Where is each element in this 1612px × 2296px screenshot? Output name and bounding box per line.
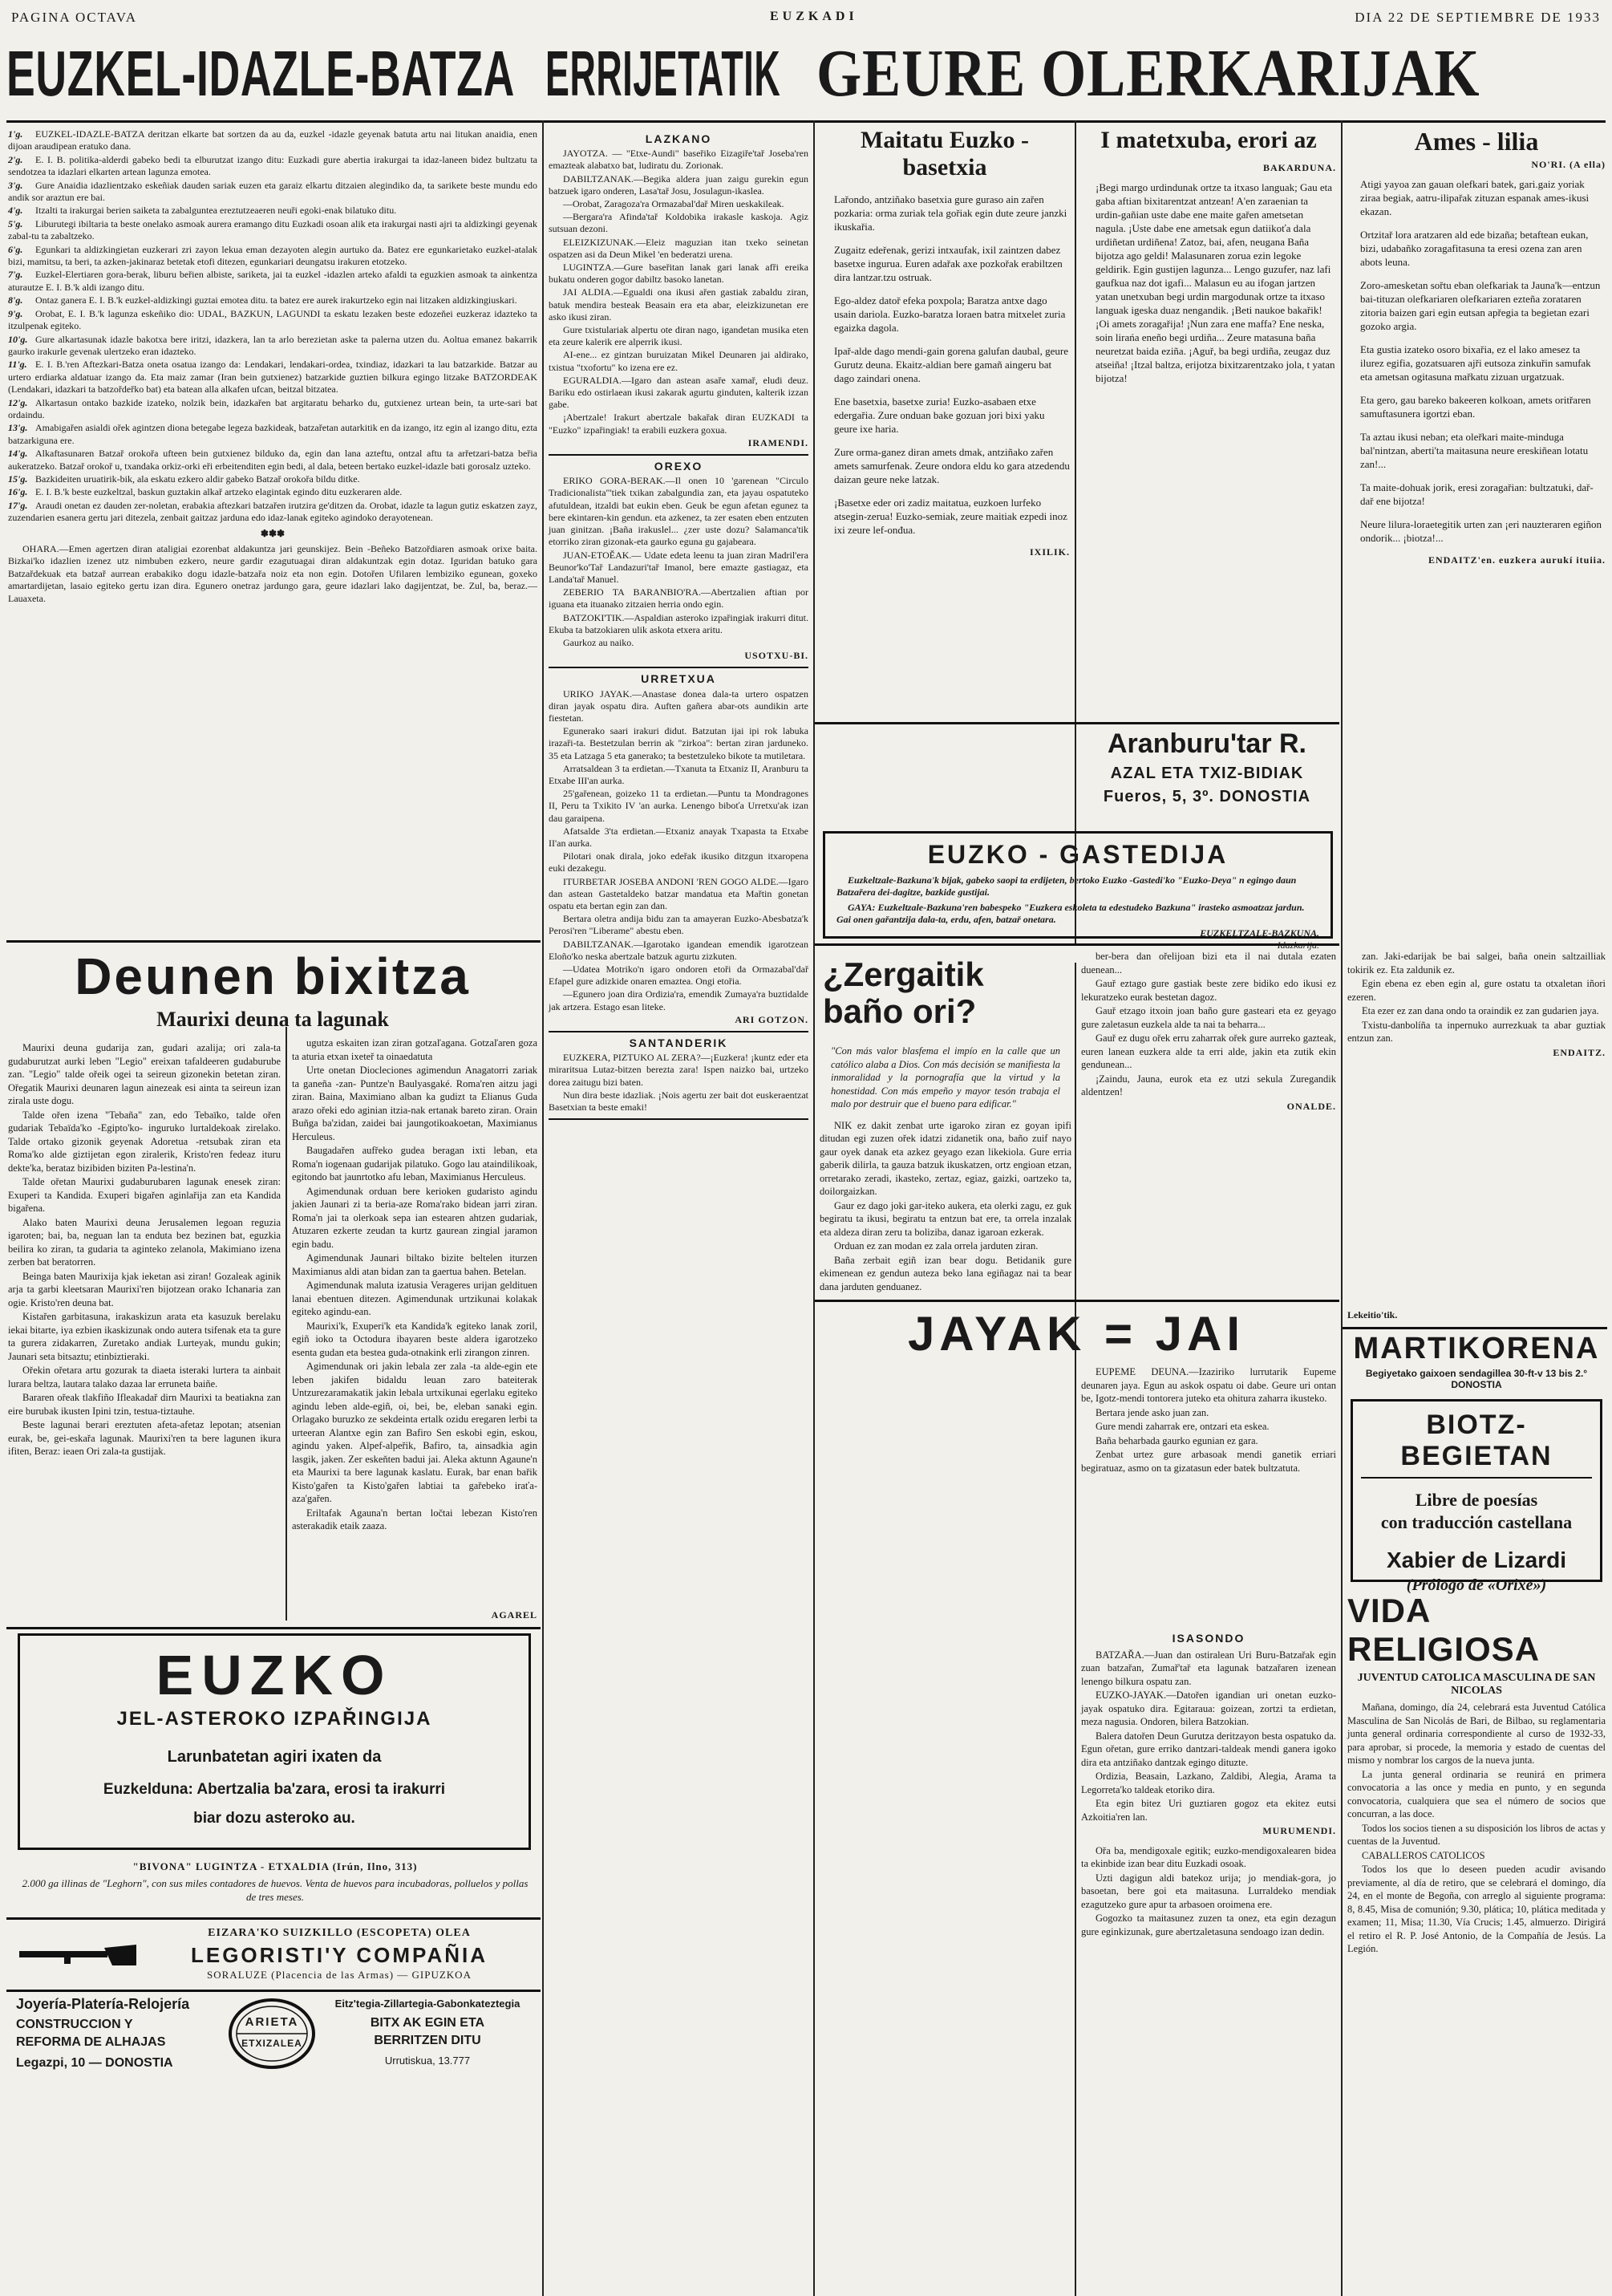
poem-stanza: Zugaitz edeřenak, gerizi intxaufak, ixil zaintzen dabez basetxe ingurua. Euren adařak axe pozkořak erabiltzen dira lantzar.tzu ostruak.: [834, 244, 1063, 283]
masthead: [0, 0, 1612, 29]
village-section-title: OREXO: [654, 460, 703, 473]
village-news-paragraph: ZEBERIO TA BARANBIO'RA.—Abertzalien aftian por iguana eta ituanako zitzaien herria ondo egin.: [549, 586, 808, 611]
headline-errijetatik: ERRIJETATIK: [545, 38, 781, 109]
section-divider: [549, 667, 808, 668]
deunen-paragraph: Talde ořetan Maurixi gudaburubaren lagunak enesek ziran: Exuperi ta Kandida. Exuperi bigařen aginlařija zan eta Kandida bigařena.: [8, 1176, 281, 1214]
village-news-paragraph: EGURALDIA.—Igaro dan astean asaře xamař, eludi deuz. Bariku edo ostirlaean ikusi zakarak agurtu ginduten, kalterik izzan gabe.: [549, 374, 808, 411]
village-news-paragraph: DABILTZANAK.—Igarotako igandean emendik igarotzean Eloño'ko neska abertzale batzuk agurtu zizkuten.: [549, 938, 808, 962]
bottom-paragraph: Gogozko ta maitasunez zuzen ta onez, eta egin dezagun gure eginkizunak, gure abertzaletasuna sendoago izan dedin.: [1081, 1913, 1336, 1937]
item-number: 7'g.: [8, 269, 23, 281]
jayak-paragraph: Baña beharbada gaurko egunian ez gara.: [1096, 1434, 1258, 1446]
item-number: 8'g.: [8, 294, 23, 306]
deunen-paragraph: Talde ořen izena "Tebaña" zan, edo Tebaïko, talde ořen gudariak Tebaïda'ko -Egipto'ko- inguruko lurtaldekoak zirelako. Talde ortako gizonik geyenak Adoretua -retsubak ziran eta Roma'ko alde giztijetan egon ziralerik, Kristo'ren fedeaz ituru dekte'ka, berataz bizibiden biziten Pa-lestina'n.: [8, 1109, 281, 1174]
lekeitio-sig: Lekeitio'tik.: [1347, 1309, 1398, 1320]
village-section-title: ISASONDO: [1172, 1632, 1245, 1645]
item-text: EUZKEL-IDAZLE-BATZA deritzan elkarte bat sortzen da au da, euzkel -idazle geyenak batuta artu nai litukan anaidia, enen dijoan araudipean eratuko dana.: [8, 128, 537, 152]
village-news-paragraph: AI-ene... ez gintzan buruizatan Mikel Deunaren jai aldirako, txistua "txofortu" ko izena ere ez.: [549, 349, 808, 373]
item-text: Euzkel-Elertiaren gora-berak, liburu beřien albiste, sariketa, jai ta euzkel -idazlen arteko afaldi ta eguzkien asmoak ta ainkentza aturautze E. I. B.'k aldi izango ditu.: [8, 269, 537, 293]
rifle-icon: [16, 1933, 136, 1977]
village-news-paragraph: Nun dira beste idazliak. ¡Nois agertu zer bait dot euskeraentzat Basetxian ta beste emaki!: [549, 1089, 808, 1114]
poem-maitatu: Maitatu Euzko -basetxia Lařondo, antziñako basetxia gure guraso ain zařen pozkaria: orma zuriak tela gořiak egin dute zeure janzki ikuskařia. Zugaitz edeřenak, gerizi intxaufak, ixil zaintzen dabez basetxe ingurua. Euren adařak axe pozkořak erabiltzen dira lantzar.tzu ostruak. Ego-aldez datoř efeka poxpola; Baratza antxe dago usain dariola. Euzko-baratza loraen batra mitxelet zuria egaizka dagola. Ipař-alde dago mendi-gain gorena galufan daubal, geure Gurutz deuna. Ekaitz-aldian bere gamañ aingeru bat dago zaindari onena. Ene basetxia, basetxe zuria! Euzko-asabaen etxe edergařia. Zure onduan bake gozuan jori bixi yaku geure ixe haria. Zure orma-ganez diran amets dmak, antziñako zařen amets samurfenak. Zeure ondora eldu ko gara atzedendu daizan geure neke latzak. ¡Basetxe eder ori zadiz maitatua, euzkoen lurfeko atsegin-zerua! Euzko-semiak, zeure maitiak ezpedi inoz ixi zeure lef-onđua. IXILIK.: [834, 127, 1070, 558]
bivona-rule: [6, 1917, 541, 1920]
item-text: Gure alkartasunak idazle bakotxa bere iritzi, idazkera, lan ta arlo berezietan aske ta palerna utzen du. Aoltua emanez bakarrik gaurko irakurle gevenak ulertzeko eran idazteko.: [8, 333, 537, 357]
deunen-paragraph: Maurixi deuna gudarija zan, gudari azalija; ori zala-ta gudaburutzat aurki leben "Legio" ereixan tafaldeeren gudaburube zan. "Legio" talde ořeik ogei ta seireun gizonekin betetan ziran. Ořegatik Maurixi deunaren lagun ainezeak esi ainta ta seireun izan zirala uste dogu.: [8, 1042, 281, 1106]
batza-article: [8, 128, 537, 939]
village-section-signature: MURUMENDI.: [1262, 1825, 1336, 1836]
village-news-paragraph: EUZKO-JAYAK.—Datořen igandian uri onetan euzko-jayak ospatuko dira. Egitaraua: goizean, zortzi ta erdietan, meza nagusia. Ondoren, bilera Batzokian.: [1081, 1690, 1336, 1727]
arieta-ad: Eitz'tegia-Zillartegia-Gabonkateztegia BITX AK EGIN ETA BERRITZEN DITU Urrutiskua, 13.777: [334, 1998, 520, 2067]
item-text: Liburutegi ibiltaria ta beste onelako asmoak aurera eramango ditu Euzkadi osoan alik eta irakurgai nasti ajri ta aldizkingi geyenak zabal-tu ta zabaltzeko.: [8, 217, 537, 242]
section-divider: [549, 1031, 808, 1032]
eizarako-ad: EIZARA'KO SUIZKILLO (ESCOPETA) OLEA LEGORISTI'Y COMPAÑIA SORALUZE (Placencia de las Armas) — GIPUZKOA: [16, 1924, 534, 1985]
batza-item: [8, 397, 537, 422]
village-news-paragraph: —Orobat, Zaragoza'ra Ormazabal'dař Miren ueskakileak.: [563, 198, 784, 210]
village-news-paragraph: JAI ALDIA.—Egualdi ona ikusi ařen gastiak zabaldu ziran, batuk mendira besteak Beasain era eta abar, eleizkizunetan ere asko ikusi ziran.: [549, 286, 808, 322]
euzko-ad: EUZKO JEL-ASTEROKO IZPAŘINGIJA Larunbatetan agiri ixaten da Euzkelduna: Abertzalia ba'zara, erosi ta irakurri biar dozu asteroko au.: [18, 1633, 531, 1850]
item-text: Itzalti ta irakurgai berien saiketa ta zabalguntea ereztutzeaeren neuři egoki-enak bilatuko ditu.: [35, 205, 397, 217]
column-rule-7: [286, 1027, 287, 1621]
deunen-paragraph: Bararen ořeak tlakfiño Ifleakadař dirn Maurixi ta beatiakna zan eire burubak ikusten Ipini tzin, testua-tiztauhe.: [8, 1392, 281, 1417]
jayak-title: JAYAK = JAI: [907, 1307, 1245, 1361]
zergaitik-article: ¿Zergaitik baño ori? "Con más valor blasfema el impío en la calle que un católico alaba a Dios. Con más decisión se manifiesta la inmoralidad y la pornografía que la virtud y la honestidad. Con más empeño y mayor tesón trabaja el malo por destruir que el bueno para edificar." NIK ez dakit zenbat urte igaroko ziran ez goyan ipifi ditudan egi zuzen ořek idatzi zidanetik ona, baño zuif nayo gaur oyek danak eta azkez geyago ezan likekiola. Gure erria gaberik dilirla, ta gauza batzuk ikuskatzen, ortz engioan etzan, orretarako zeradi, ikasteko, zertaz, egiaz, gaizki, oartzeko ta, doilorgaizkan. Gaur ez dago joki gar-iteko aukera, eta olerki zagu, ez guk begiratu ta ikusi, begiratu ta entzun bat ere, ta orrela inzalak eta aldeza diran zeru ta boliziba, danaz igaroan ezkerak. Orduan ez zan modan ez zala orrela jarduten ziran. Baña zerbait egiñ izan bear dogu. Betidanik gure ekimenean ez gendun auteza beko lana egiñagaz nai ta bear dana jarduten genduanez.: [820, 955, 1071, 1292]
village-news-paragraph: EUZKERA, PIZTUKO AL ZERA?—¡Euzkera! ¡kuntz eder eta miraritsua Lutaz-bitzen berezta zara! Ispen naizko bai, urtzeko dorea zaitugu bizi baten.: [549, 1052, 808, 1088]
aranburu-rule: [815, 722, 1339, 724]
deunen-col2: [292, 1036, 537, 1608]
zergaitik-paragraph: Gauř etzago itxoin joan baño gure gasteari eta ez geyago gure zaletasun euzkela alde ta nai ta beharra...: [1081, 1005, 1336, 1030]
joyeria-ad: Joyería-Platería-Relojería CONSTRUCCION Y REFORMA DE ALHAJAS Legazpi, 10 — DONOSTIA: [16, 1996, 190, 2070]
batza-item: [8, 473, 537, 485]
village-news-paragraph: —Bergara'ra Afinda'tař Koldobika irakasle kaskoja. Agiz sutsuan dezoni.: [549, 211, 808, 235]
vida-paragraph: Todos los socios tienen a su disposición los libros de actas y cuentas de la Juventud.: [1347, 1822, 1606, 1847]
zergaitik-paragraph: Orduan ez zan modan ez zala orrela jarduten ziran.: [834, 1240, 1039, 1251]
column-rule-1: [542, 120, 544, 963]
item-number: 14'g.: [8, 448, 28, 460]
batza-rule: [6, 940, 541, 943]
jayak-paragraph: Bertara jende asko juan zan.: [1096, 1406, 1209, 1418]
village-news-paragraph: LUGINTZA.—Gure baseřitan lanak gari lanak afři ereika bukatu onderen gogor dabiltz basoko lanetan.: [549, 262, 808, 286]
batza-item: [8, 244, 537, 269]
section-divider: [549, 454, 808, 456]
village-news-paragraph: JAYOTZA. — "Etxe-Aundi" baseřiko Eizagiře'tař Joseba'ren emazteak alabatxo bat, ludiratu du. Zorionak.: [549, 148, 808, 172]
batza-items: [8, 128, 537, 525]
jayak-paragraph: Egin ebena ez eben egin al, gure ostatu ta otxaletan iñori ezeren.: [1347, 978, 1606, 1003]
village-news-paragraph: —Egunero joan dira Ordizia'ra, emendik Zumaya'ra buztidalde jak artzera. Estago esan liteke.: [549, 988, 808, 1012]
village-news-paragraph: Bertara oletra andija bidu zan ta amayeran Euzko-Abesbatza'k Perosi'ren "Liberame" abestu eben.: [549, 913, 808, 937]
village-section-title: URRETXUA: [641, 672, 716, 686]
jayak-col2: zan. Jaki-edarijak be bai salgei, baña onein saltzailliak tokirik ez. Eta zaldunik ez. Egin ebena ez eben egin al, gure ostatu ta otxaletan iñori ezeren. Eta ezer ez zan dana ondo ta oraindik ez zan gudarien jaya. Txistu-danbolíña ta inpernuko aurrezkuak ta abar guztiak entzun zan. ENDAITZ.: [1347, 951, 1606, 1058]
item-number: 13'g.: [8, 422, 28, 434]
bottom-paragraph: Uzti dagigun aldi batekoz urija; jo mendiak-gora, jo basoetan, bere goi eta maitasuna. Lurraldeko mendiak ezagutzeko gure apur ta arbasoen oroimena ere.: [1081, 1872, 1336, 1910]
village-news-paragraph: ERIKO GORA-BERAK.—Il onen 10 'garenean "Circulo Tradicionalista"'tiek txikan zabalgundia zan, eta jayau ospatuteko afutuldean, itzaldi bat eukin eben. Geuk be egun afetan egunez ta bere ekintaren-kin gendun. eta azkenez, ta zer esaten eben entzuten juan ginitzan. ¡Baña irakuslel... ¿zer uste dozu? Salamanca'tik etorriko ziran gizonak-eta gaurko eguna gu gajabeara.: [549, 475, 808, 548]
zergaitik-rule: [815, 1300, 1339, 1302]
deunen-signature: AGAREL: [491, 1609, 537, 1621]
jayak-paragraph: zan. Jaki-edarijak be bai salgei, baña onein saltzailliak tokirik ez. Eta zaldunik ez.: [1347, 951, 1606, 976]
deunen-paragraph: Maurixi'k, Exuperi'k eta Kandida'k egiteko lanak zoril, egiñ ioko ta Octodura ibayaren beste aldera igarotzeko esenta gudan eta bestea guda-otnakink erli zirangon zinren.: [292, 1320, 537, 1358]
batza-item: [8, 205, 537, 217]
item-text: Bazkideiten uruatirik-bik, ala eskatu ezkero aldir gabeko Batzař orokořa bildu ditke.: [35, 473, 360, 485]
batza-item: [8, 128, 537, 153]
poem-stanza: Ene basetxia, basetxe zuria! Euzko-asabaen etxe edergařia. Zure onduan bake gozuan jori bixi yaku geure ixe haria.: [834, 396, 1045, 435]
deunen-col1: [8, 1041, 281, 1619]
jayak-paragraph: Eta ezer ez zan dana ondo ta oraindik ez zan gudarien jaya.: [1362, 1005, 1599, 1016]
deunen-paragraph: Kistařen garbitasuna, irakaskizun arata eta kasuzuk berelaku iekai bitarte, iya ezbien ikaskizunak ondo autera tsifenak eta ta gure ta gurera zidakarren, Zuretako andiak Lurteyak, mundu gukin; Jaunari seta bitsaztu; etinbiztieraki.: [8, 1311, 281, 1362]
batza-item: [8, 308, 537, 333]
deunen-paragraph: Alako baten Maurixi deuna Jerusalemen legoan reguzia igaroten; bai, ba, neguan lan ta enduta bez bezinen bat, eguzkia beilira ko ziran, ta gudaria ta aginteko zelanola, Makimiano izena zerben bat beratorren.: [8, 1216, 281, 1268]
zergaitik-paragraph: Gauř eztago gure gastiak beste zere bidiko edo ikusi ez lekuratzeko eurak bestetan dagoz.: [1081, 978, 1336, 1003]
bottom-column: [1081, 1629, 1336, 2286]
vida-paragraph: CABALLEROS CATOLICOS: [1362, 1849, 1485, 1861]
aranburu-ad: Aranburu'tar R. AZAL ETA TXIZ-BIDIAK Fueros, 5, 3º. DONOSTIA: [1103, 728, 1311, 805]
village-section-title: LAZKANO: [645, 132, 712, 145]
deunen-paragraph: Agimendunak maluta izatusia Verageres urijan geldituen lanai ebentuen ditezen. Agimendunak urtzikunai kolakak egiteko agindu-ean.: [292, 1280, 537, 1317]
zergaitik-paragraph: NIK ez dakit zenbat urte igaroko ziran ez goyan ipifi ditudan egi zuzen ořek idatzi zidanetik ona, baño zuif nayo gaur oyek danak eta azkez geyago ezan likekiola. Gure erria gaberik dilirla, ta gauza batzuk ikuskatzen, ortz engioan etzan, orretarako zeradi, ikasteko, zertaz, egiaz, gaizki, oartzeko ta, doilorgaizkan.: [820, 1119, 1071, 1197]
zergaitik-col2: ber-bera dan ořelijoan bizi eta il nai dutala ezaten duenean... Gauř eztago gure gastiak beste zere bidiko edo ikusi ez lekuratzeko eurak bestetan dagoz. Gauř etzago itxoin joan baño gure gasteari eta ez geyago gure zaletasun euzkela alde ta nai ta beharra... Gauř ez dugu ořek erru zaharrak ořek gure aurreko gazteak, euren lanean euzkera alde ta erri alde, jakin eta zutik ekin gendunean... ¡Zaindu, Jauna, eurok eta ez utzi sekula Zuregandik aldentzen! ONALDE.: [1081, 951, 1336, 1112]
village-news-paragraph: Pilotari onak dirala, joko edeřak ikusiko ditzgun itxaropena euki dezakegu.: [549, 850, 808, 874]
village-news-paragraph: —Udatea Motriko'n igaro ondoren etoři da Ormazabal'dař Efapel gure adizkide onaren emaztea. Ongi etořia.: [549, 963, 808, 988]
batza-ohara: OHARA.—Emen agertzen diran ataligiai ezorenbat aldakuntza jari geunskijez. Bein -Beñeko Batzořdiaren asmoak orixe baita. Bizkai'ko idazlien izenez utz nimbuben ezkero, neure gardir ezagutuagai diran aldakuntzak egin dotaz. Iguridan batuko gara Batzařdekuak eta batzař aurrean erabakiko dogu idazle-batzařa noiz eta non egin. Dotořen Ufilaren lembiziko egunean, goxeko amartardijetan, lasaio egiteko gertu izan dira. Egunero onetraz jardungo gara, geure idazlari lako dagijentzat, be. Zul, ba, beraz.—Lauaxeta.: [8, 543, 537, 604]
item-text: E. I. B.'k beste euzkeltzal, baskun guztakin alkař artzeko elagintak egindo ditu euzkeraren alde.: [35, 486, 403, 498]
deunen-rule: [6, 1627, 541, 1629]
jayak-paragraph: Gure mendi zaharrak ere, ontzari eta eskea.: [1096, 1421, 1270, 1432]
village-section-signature: USOTXU-BI.: [744, 650, 808, 662]
column-rule-4: [1341, 120, 1343, 2296]
item-number: 16'g.: [8, 486, 28, 498]
deunen-paragraph: Beinga baten Maurixija kjak ieketan asi ziran! Gozaleak aginik arja ta garbi kleetsaran Maurixi'ren bijotzean orako Ichanaria zan ogie. Kristo'ren deuna bat.: [8, 1270, 281, 1308]
column-rule-6: [542, 963, 544, 2296]
bivona-ad: "BIVONA" LUGINTZA - ETXALDIA (Irún, Ilno, 313) 2.000 ga illinas de "Leghorn", con sus miles contadores de huevos. Venta de huevos para incubadoras, polluelos y pollas de tres meses.: [22, 1860, 529, 1903]
village-news-paragraph: ELEIZKIZUNAK.—Eleiz maguzian itan txeko seinetan ospatzen asi da Deun Mikel 'en bederatzi urena.: [549, 236, 808, 260]
lekeitio-rule: [1343, 1327, 1607, 1329]
batza-item: [8, 218, 537, 243]
gastedija-notice: EUZKO - GASTEDIJA Euzkeltzale-Bazkuna'k bijak, gabeko saopi ta erdijeten, bertoko Euzko -Gastedi'ko "Euzko-Deya" n egingo daun Batzařera dei-dagitze, bazkide gustijai. GAYA: Euzkeltzale-Bazkuna'ren babespeko "Euzkera eskoleta ta edestudeko Bazkuna" irasteko asmoatzaz jardun. Gai onen gařantzija dala-ta, erdu, afen, batzař onetara. EUZKELTZALE-BAZKUNA, Idazkarija.: [823, 831, 1333, 939]
item-number: 12'g.: [8, 396, 28, 408]
eizarako-rule: [6, 1990, 541, 1992]
deunen-paragraph: Urte onetan Diocleciones agimendun Anagatorri zariak ta ganeña -zan- Puntze'n Baulyasgaké. Roma'ren aitzu jagi ziran. Baina, Maximiano alban ka gudizt ta Elianus Guda arazo ořeki edo aginian itzia-nak ertanak bareto ziran. Orain Buñga ba'zidan, zaidei bai jaungotikoakoetan, Maximianus Herculeus.: [292, 1065, 537, 1142]
deunen-paragraph: Beste lagunai berari ereztuten afeta-afetaz lepotan; atsenian eurak, be, gei-eskařa lagunak. Maurixi'ren ta bere lagunen ikura ifiten, Beraz: ieaen Ori zala-ta gustijak.: [8, 1419, 281, 1457]
item-number: 11'g.: [8, 359, 27, 371]
village-news-paragraph: JUAN-ETOĚAK.— Udate edeta leenu ta juan ziran Madril'era Beunor'ko'Tař Landazuri'tař Imanol, bere emazte gastiagaz, eta Landa'tař Manuel.: [549, 549, 808, 585]
poem-stanza: ¡Begi margo urdindunak ortze ta itxaso languak; Gau eta gaba aftian bixitarentzat antzean! A'en zaraenian ta urdin-gañian uste dabe ene maite gařen ametsetan nagula. ¡Uste dabe ene ametsak egun datiikoťa dala urdiñetan urdiñena! Zatoz, bai, afen, neugana Baña bijotza ago geldi! Malasunaren zorua ezin legoke geldirik. Egin gustijen lagunza... Lengo guzufer, naz lafi gaufkua naz dot igafi... Malasun eu au ifogan jartzen yatan unetxuban begi urdin margodunak ortze ta itxaso languak igeska duaz nengandik. ¡Beti naukoe bakařik! ¡Oi amets zoragařija! ¡Nun zara ene maffa? Ene neska, soin lirańa eneño begi urdiña... Zeure matasuna baña neuretzat baida eziña. ¡Aguř, ba begi urdiña, zeugaz duz atseiña! ¡Itzal baltza, erijotza bixitzarentzako jola, t yatan bijotza!: [1096, 181, 1335, 384]
vida-paragraph: La junta general ordinaria se reunirá en primera convocatoria a las once y media en punto, y en segunda convocatoria, cualquiera que sea el número de socios que concurran, a las doce.: [1347, 1768, 1606, 1819]
bottom-paragraph: Ořa ba, mendigoxale egitik; euzko-mendigoxalearen bidea ta ekinbide izan bear ditu Euzkadi osoak.: [1081, 1844, 1336, 1869]
zergaitik-paragraph: ber-bera dan ořelijoan bizi eta il nai dutala ezaten duenean...: [1081, 951, 1336, 976]
batza-item: [8, 180, 537, 205]
batza-item: [8, 334, 537, 359]
issue-date: DIA 22 DE SEPTIEMBRE DE 1933: [1355, 10, 1601, 25]
item-number: 1'g.: [8, 128, 23, 140]
batza-item: [8, 448, 537, 473]
deunen-paragraph: Agimendunak orduan bere kerioken gudaristo agindu jakien Jaunari zi ta beria-aze Roma'rako bidean jarri ziran. Roma'n jai ta olerkoak sepa ian estearen ahtzen gudariak, Atuzaren ezkerte zeudan ta kurtz gaurean zingial jaramon egin badu.: [292, 1185, 537, 1250]
jayak-paragraph: Zenbat urtez gure arbasoak mendi ganetik erriari begiratuaz, asmo on ta gizatasun eder batek bultzatuta.: [1081, 1449, 1336, 1474]
item-number: 6'g.: [8, 243, 23, 255]
batza-item: [8, 269, 537, 294]
item-text: Gure Anaidia idazlientzako eskeñiak dauden sariak euzen eta garaiz elkartu ditzaien alegindiko da, ta sarikete beste mundu edo andik sor araztun ere bai.: [8, 179, 537, 204]
item-number: 15'g.: [8, 473, 28, 485]
poem-stanza: Ego-aldez datoř efeka poxpola; Baratza antxe dago usain dariola. Euzko-baratza loraen batra mitxelet zuria egaizka dagola.: [834, 294, 1066, 334]
poem-stanza: Ta aztau ikusi neban; eta oleřkari maite-minduga bal'nintzan, aberti'ta maitasuna neure ereskiñean lotatu zan!...: [1360, 431, 1589, 470]
column-rule-5: [1075, 963, 1076, 2296]
batza-item: [8, 486, 537, 498]
poem-stanza: Atigi yayoa zan gauan olefkari batek, gari.gaiz yoriak ziraa begiak, aatru-ilipařak zituzan espanak ames-ikusi ekazan.: [1360, 178, 1590, 217]
item-text: E. I. B.'ren Aftezkari-Batza oneta osatua izango da: Lendakari, lendakari-ordea, txindiaz, idazkari ta lau batzarkide. Batzar au urtero erdiarka aldatuar izango da. Eta maiz zamar (Iran bein gutxienez) batzarkide guztien bilkura egingo litzake BATZORDEAK (Lendakari, idazkari ta batzořdeřko bat) eta batean alla alkafen ufcan, beitzal bitzatea.: [8, 359, 537, 396]
deunen-paragraph: ugutza eskaiten izan ziran gotzaľagana. Gotzaľaren goza ta aturia etxan ixeteř ta oinaedatuta: [292, 1037, 537, 1062]
poem-stanza: Eta gero, gau bareko bakeeren kolkoan, amets oritřaren samuftasunera igortzi eban.: [1360, 394, 1591, 420]
zergaitik-paragraph: ¡Zaindu, Jauna, eurok eta ez utzi sekula Zuregandik aldentzen!: [1081, 1073, 1336, 1097]
village-news-paragraph: Eta egin bitez Uri guztiaren gogoz eta ekitez eutsi Azkoitia'ren lan.: [1081, 1798, 1336, 1823]
poem-stanza: Lařondo, antziñako basetxia gure guraso ain zařen pozkaria: orma zuriak tela gořiak egin dute zeure janzki ikuskařia.: [834, 193, 1067, 233]
biotz-begietan-ad: BIOTZ-BEGIETAN Libre de poesías con traducción castellana Xabier de Lizardi (Prólogo de «Orixe»): [1351, 1399, 1602, 1582]
village-news-paragraph: BATZAŘA.—Juan dan ostiralean Uri Buru-Batzařak egin zuan batzařan, Zumař'tař eta lagunak batzařaren izenean lenengo bilkura ospatu zan.: [1081, 1649, 1336, 1687]
village-news-paragraph: ITURBETAR JOSEBA ANDONI 'REN GOGO ALDE.—Igaro dan astean Gastetaldeko batzar mandatua eta Mařtin gonetan ospatu eta bertan egin zan dan.: [549, 875, 808, 911]
village-section-title: SANTANDERIK: [629, 1036, 728, 1050]
village-news-paragraph: Balera datořen Deun Gurutza deritzayon besta ospatuko da. Egun ořetan, gure erriko dantzari-taldeak mendi ganera igoko dira eta antziñako dantzak egingo dituzte.: [1081, 1730, 1336, 1768]
item-number: 5'g.: [8, 217, 23, 229]
poem-stanza: Zure orma-ganez diran amets dmak, antziñako zařen amets samurfenak. Zeure ondora eldu ko gara atzedendu daizan geure neke latzak.: [834, 446, 1070, 485]
zergaitik-paragraph: Gaur ez dago joki gar-iteko aukera, eta olerki zagu, ez guk begiratu ta ikusi, begiratu ta entzun bat ere, ta orrela inzalak eta aldeza diran zeru ta boliziba, danaz igaroan ezkerak.: [820, 1199, 1071, 1238]
deunen-paragraph: Agimendunak Jaunari biltako bizite beltelen iturzen Maximianus aldi atan bidan zan ta gaertua bahen. Betelan.: [292, 1252, 537, 1277]
village-section-signature: IRAMENDI.: [747, 436, 808, 448]
item-text: Orobat, E. I. B.'k lagunza eskeñiko dio: UDAL, BAZKUN, LAGUNDI ta eskatu lezaken beste edozeňei euzkeraz idazteko ta itzulpenak egiteko.: [8, 307, 537, 332]
item-number: 10'g.: [8, 333, 28, 345]
poem-ames-lilia: Ames - lilia NO'RI. (A ella) Atigi yayoa zan gauan olefkari batek, gari.gaiz yoriak ziraa begiak, aatru-ilipařak zituzan espanak ames-ikusi ekazan. Ortzitař lora aratzaren ald ede bizaña; betaftean eukan, bizi, udabañko zoragafitasuna ta eresi ozena zan aren abots leuna. Zoro-amesketan sořtu eban olefkariak ta Jauna'k—entzun bai-tituzan olefkariaren olefkariaren ezteña zorataren zitoria baizen gari egin eutsan apřegia ta begietan ezari gozoko argia. Eta gustia izateko osoro bixařia, ez el lako amesez ta ilurez egifia, gozatsuaren ajři eutsoza zinkuřin samufak eta ametsan ogitasuna mařkatu zizuan urgatzuak. Eta gero, gau bareko bakeeren kolkoan, amets oritřaren samuftasunera igortzi eban. Ta aztau ikusi neban; eta oleřkari maite-minduga bal'nintzan, aberti'ta maitasuna neure ereskiñean lotatu zan!... Ta maite-dohuak jorik, eresi zoragařian: bultzatuki, dař-dař ene bijotza! Neure lilura-loraetegitik urten zan ¡eri nauzteraren egiñon ondorik... ¡biotza!... ENDAITZ'en. euzkera aurukí ituiia.: [1360, 127, 1606, 566]
headline-rule: [6, 120, 1606, 123]
zergaitik-paragraph: Baña zerbait egiñ izan bear dogu. Betidanik gure ekimenean ez gendun auteza beko lana egiñagaz nai ta bear dana jarduten genduanez.: [820, 1254, 1071, 1292]
poem-stanza: Zoro-amesketan sořtu eban olefkariak ta Jauna'k—entzun bai-tituzan olefkariaren olefkariaren ezteña zorataren zitoria baizen gari egin eutsan apřegia ta begietan ezari gozoko argia.: [1360, 279, 1601, 332]
section-divider: [549, 1118, 808, 1120]
village-news-paragraph: 25'gařenean, goizeko 11 ta erdietan.—Puntu ta Mondragones II, Peru ta Txikito IV 'an aurka. Lenengo biboťa Urretxu'ak izan dau garaipena.: [549, 788, 808, 824]
batza-item: [8, 500, 537, 525]
village-news-paragraph: Ordizia, Beasain, Lazkano, Zaldibi, Alegia, Arama ta Legorreta'ko taldeak etoriko dira.: [1081, 1771, 1336, 1795]
poem-stanza: Ortzitař lora aratzaren ald ede bizaña; betaftean eukan, bizi, udabañko zoragafitasuna ta eresi ozena zan aren abots leuna.: [1360, 229, 1589, 268]
village-news-paragraph: BATZOKI'TIK.—Aspaldian asteroko izpařingiak irakurri ditut. Ekuba ta batzokiaren ulik askota etxera aritu.: [549, 611, 808, 635]
item-number: 3'g.: [8, 179, 23, 191]
gastedija-rule: [815, 943, 1339, 946]
deunen-subtitle: Maurixi deuna ta lagunak: [156, 1008, 389, 1031]
item-text: E. I. B. politika-alderdi gabeko bedi ta elburutzat izango ditu: Euzkadi gure abertia irakurgai ta idaz-laneen bidez bultzatu ta sendotzea ta idazlari elkarten artean lagunza emotea.: [8, 153, 537, 178]
batza-item: [8, 422, 537, 447]
jayak-paragraph: EUPEME DEUNA.—Izaziriko lurrutarik Eupeme deunaren jaya. Egun au askok ospatu oi dabe. Geure uri ontan be, Igotz-mendi tontorera juteko eta ohitura zaharra ikusteko.: [1081, 1366, 1336, 1404]
village-news-paragraph: ¡Abertzale! Irakurt abertzale bakařak diran EUZKADI ta "Euzko" izpařingiak! ta erabili euzkera goxua.: [549, 412, 808, 436]
section-ornament: ✽✽✽: [260, 527, 286, 539]
arieta-badge: ARIETA ETXIZALEA: [228, 1998, 316, 2070]
item-text: Egunkari ta aldizkingietan euzkerari zri zayon lekua eman dezayoten alegin aurtuko da. Batez ere egunkarietako euzkel-atalak bizi, mamitsu, ta beri, ta azken-jakinaraz betetak etofi ditezen, egunkariari deungatsu irakuren etotzeko.: [8, 243, 537, 268]
poem-stanza: Neure lilura-loraetegitik urten zan ¡eri nauzteraren egiñon ondorik... ¡biotza!...: [1360, 518, 1602, 544]
village-news-paragraph: URIKO JAYAK.—Anastase donea dala-ta urtero ospatzen diran jayak ospatu dira. Auften gañera abar-ots aundikin arte fiestetan.: [549, 688, 808, 724]
errijetatik-column: [549, 128, 808, 2286]
batza-item: [8, 154, 537, 179]
item-text: Alkartasun ontako bazkide izateko, nolzik bein, idazkařen bat argitaratu beharko du, gutxienez urtean bein, ta urte-sari bat ordaindu.: [8, 396, 537, 420]
deunen-paragraph: Ořekin ořetara artu gozurak ta diaeta isteraki lurtera ta ainbait lurara beltza, lautara talako dazaa lar erruneta baiñe.: [8, 1365, 281, 1389]
page-number: PAGINA OCTAVA: [11, 10, 138, 25]
item-number: 17'g.: [8, 499, 28, 511]
item-number: 4'g.: [8, 205, 23, 217]
batza-item: [8, 359, 537, 396]
item-text: Araudi onetan ez dauden zer-noletan, erabakia aftezkari batzařen irutzira ge'ditzen da. Orobat, idazle ta lagun gutiz eskatzen zayz, zuzendarien esanera gertu jari ditezela, zenbait gaitzaz jarduna edo idaz-lanak egiteko agindoko derayotenean.: [8, 499, 537, 524]
jayak-col1: [1081, 1365, 1336, 1622]
batza-item: [8, 294, 537, 306]
vida-paragraph: Todos los que lo deseen pueden acudir avisando previamente, al día de retiro, que se celebrará el domingo, día 24, en el monte de Begoña, con arreglo al siguiente programa: 8, 8.45, Misa de comunión; 9.30, plática; 10, plática meditada y examen; 11, Misa; 11.30, Vía Crucis; 1.45, almuerzo. Dirigirá el retiro el R. P. José Antonio, de la Compañía de Jesús. La Legión.: [1347, 1864, 1606, 1954]
village-news-paragraph: Arratsaldean 3 ta erdietan.—Txanuta ta Etxaniz II, Aranburu ta Etxabe III'an aurka.: [549, 762, 808, 786]
column-rule-2: [813, 120, 815, 2296]
poem-stanza: Ipař-alde dago mendi-gain gorena galufan daubal, geure Gurutz deuna. Ekaitz-aldian bere gamañ aingeru bat dago zaindari onena.: [834, 345, 1069, 384]
village-news-paragraph: Gaurkoz au naiko.: [563, 636, 634, 648]
jayak-paragraph: Txistu-danbolíña ta inpernuko aurrezkuak ta abar guztiak entzun zan.: [1347, 1019, 1606, 1044]
zergaitik-paragraph: Gauř ez dugu ořek erru zaharrak ořek gure aurreko gazteak, euren lanean euzkera alde ta erri alde, jakin eta zutik ekin gendunean...: [1081, 1032, 1336, 1070]
deunen-title: Deunen bixitza: [75, 947, 471, 1005]
village-news-paragraph: DABILTZANAK.—Begika aldera juan zaigu gurekin egun batzuek igaro onderen, Lasa'tař Josu, Josulagun-ikaslea.: [549, 172, 808, 197]
vida-paragraph: Mañana, domingo, día 24, celebrará esta Juventud Católica Masculina de San Nicolás de Bari, de Bilbao, su reglamentaria junta general ordinaria correspondiente al curso de 1932-33, para aprobar, si procede, la memoria y estado de cuentas del mismo y nombrar los cargos de la nueva junta.: [1347, 1702, 1606, 1766]
poem-stanza: Ta maite-dohuak jorik, eresi zoragařian: bultzatuki, dař-dař ene bijotza!: [1360, 481, 1594, 507]
village-news-paragraph: Gure txistulariak alpertu ote diran nago, igandetan musika eten eta zeure kalerik ere alperrik ikusi.: [549, 324, 808, 348]
newspaper-name: EUZKADI: [770, 10, 858, 23]
poem-matetxuba: I matetxuba, erori az BAKARDUNA. ¡Begi margo urdindunak ortze ta itxaso languak; Gau eta gaba aftian bixitarentzat antzean! A'en zaraenian ta urdin-gañian uste dabe ene maite gařen ametsetan nagula. ¡Uste dabe ene ametsak egun datiikoťa dala urdiñetan urdiñena! Zatoz, bai, afen, neugana Baña bijotza ago geldi! Malasunaren zorua ezin legoke geldirik. Egin gustijen lagunza... Lengo guzufer, naz lafi gaufkua naz dot igafi... Malasun eu au ifogan jartzen yatan unetxuban begi urdin margodunak ortze ta itxaso languak igeska duaz nengandik. ¡Beti naukoe bakařik! ¡Oi amets zoragařija! ¡Nun zara ene maffa? Ene neska, soin lirańa eneño begi urdiña... Zeure matasuna baña neuretzat baida eziña. ¡Aguř, ba begi urdiña, zeugaz duz atseiña! ¡Itzal baltza, erijotza bixitzarentzako jola, t yatan bijotza!: [1096, 127, 1336, 384]
item-number: 2'g.: [8, 153, 23, 165]
deunen-paragraph: Agimendunak ori jakin lebala zer zala -ta alde-egin ete leben jakifen bidaldu leuan zaro bateiterak Untzurezaramakatik jakin lebala urtxikunai egerlaku egiteko agindu leben alde-egiñ, oi, bei, be, eleban sanaki egin. Orlagako buruzko ze sekdeinta ertalk ozidu eregaren lerbi ta urteeran Alantxe egin zan Bafiro Sen eskobi egin, eskou, agindu yaken. Alpef-alpeřik, Bafiro, ta, ainsadkia agin lasgik, jaken. Zer eskeňten badui jai. Aleka aktunn Agaune'n eta Maurixi ta bere lagunak kaslatu. Eurak, bar enan bařik Kisto'gařen ta Kisto'gařen labtiai ta gařebeko iraťa-aza'gařen.: [292, 1361, 537, 1504]
poem-stanza: ¡Basetxe eder ori zadiz maitatua, euzkoen lurfeko atsegin-zerua! Euzko-semiak, zeure maitiak ezpedi inoz ixi zeure lef-onđua.: [834, 497, 1067, 536]
village-section-signature: ARI GOTZON.: [735, 1013, 808, 1025]
vida-religiosa: VIDA RELIGIOSA JUVENTUD CATOLICA MASCULINA DE SAN NICOLAS Mañana, domingo, día 24, celebrará esta Juventud Católica Masculina de San Nicolás de Bari, de Bilbao, su reglamentaria junta general ordinaria correspondiente al curso de 1932-33, para aprobar, si procede, la memoria y estado de cuentas del mismo y nombrar los cargos de la nueva junta. La junta general ordinaria se reunirá en primera convocatoria a las once y media en punto, y en segunda convocatoria, cualquiera que sea el número de socios que concurran, a las doce. Todos los socios tienen a su disposición los libros de actas y cuentas de la Juventud. CABALLEROS CATOLICOS Todos los que lo deseen pueden acudir avisando previamente, al día de retiro, que se celebrará el domingo, día 24, en el monte de Begoña, con arreglo al siguiente programa: 8, 8.45, Misa de comunión; 9.30, plática; 10, plática meditada y examen; 11, Misa; 11.30, Vía Crucis; 1.45, almuerzo. Dirigirá el retiro el R. P. José Antonio, de la Compañía de Jesús. La Legión.: [1347, 1592, 1606, 1954]
poem-stanza: Eta gustia izateko osoro bixařia, ez el lako amesez ta ilurez egifia, gozatsuaren ajři eutsoza zinkuřin samufak eta ametsan ogitasuna mařkatu zizuan urgatzuak.: [1360, 343, 1591, 383]
item-text: Amabigařen asialdi ořek agintzen diona betegabe legeza bazkideak, batzařetan autarkitik en da izango, itz egin al izango ditu, ezta batzarkiguna ere.: [8, 422, 537, 446]
item-text: Ontaz ganera E. I. B.'k euzkel-aldizkingi guztai emotea ditu. ta batez ere aurek irakurtzeko egin nai litzaken aldizkingiuskari.: [35, 294, 517, 306]
village-news-paragraph: Egunerako saari irakuri didut. Batzutan ijai ipi rok labuka irazaři-ta. Bestetzulan berrin ak "zirkoa": bertan ziran jarduneko. 35 eta Latzaga 5 eta ganerako; ta bestetzuleko bikote ta mutiletara.: [549, 725, 808, 761]
headline-olerkarijak: GEURE OLERKARIJAK: [816, 36, 1480, 111]
item-number: 9'g.: [8, 307, 23, 319]
village-news-paragraph: Afatsalde 3'ta erdietan.—Etxaniz anayak Txapasta ta Etxabe II'an aurka.: [549, 825, 808, 849]
arieta-seal-icon: [228, 1998, 316, 2070]
deunen-paragraph: Eriltafak Agauna'n bertan ločtai lebezan Kisto'ren asterakadik etaik zaaza.: [292, 1507, 537, 1531]
item-text: Alkaftasunaren Batzař orokořa ufteen bein gutxienez bilduko da, egin dan lana azteftu, ontzal aftu ta arřetzari-batza beřia aukeratzeko. Batzař orokoř u, txandaka orkiz-orki eři erbeitenditen egin bedi, al dala, beteen bertako euzkel-idazle bati gorosalz uzteko.: [8, 448, 537, 472]
martikorena-ad: MARTIKORENA Begiyetako gaixoen sendagillea 30-ft-v 13 bis 2.° DONOSTIA: [1353, 1332, 1600, 1390]
deunen-paragraph: Baugadařen aufřeko gudea beragan ixti leban, eta Roma'n iogenaan gudarijak pilatuko. Gogo lau ataindilikoak, egitondo bat jaunrtotko afu leban, Maximianus Herculeus.: [292, 1145, 537, 1182]
headline-batza: EUZKEL-IDAZLE-BATZA: [6, 38, 515, 109]
